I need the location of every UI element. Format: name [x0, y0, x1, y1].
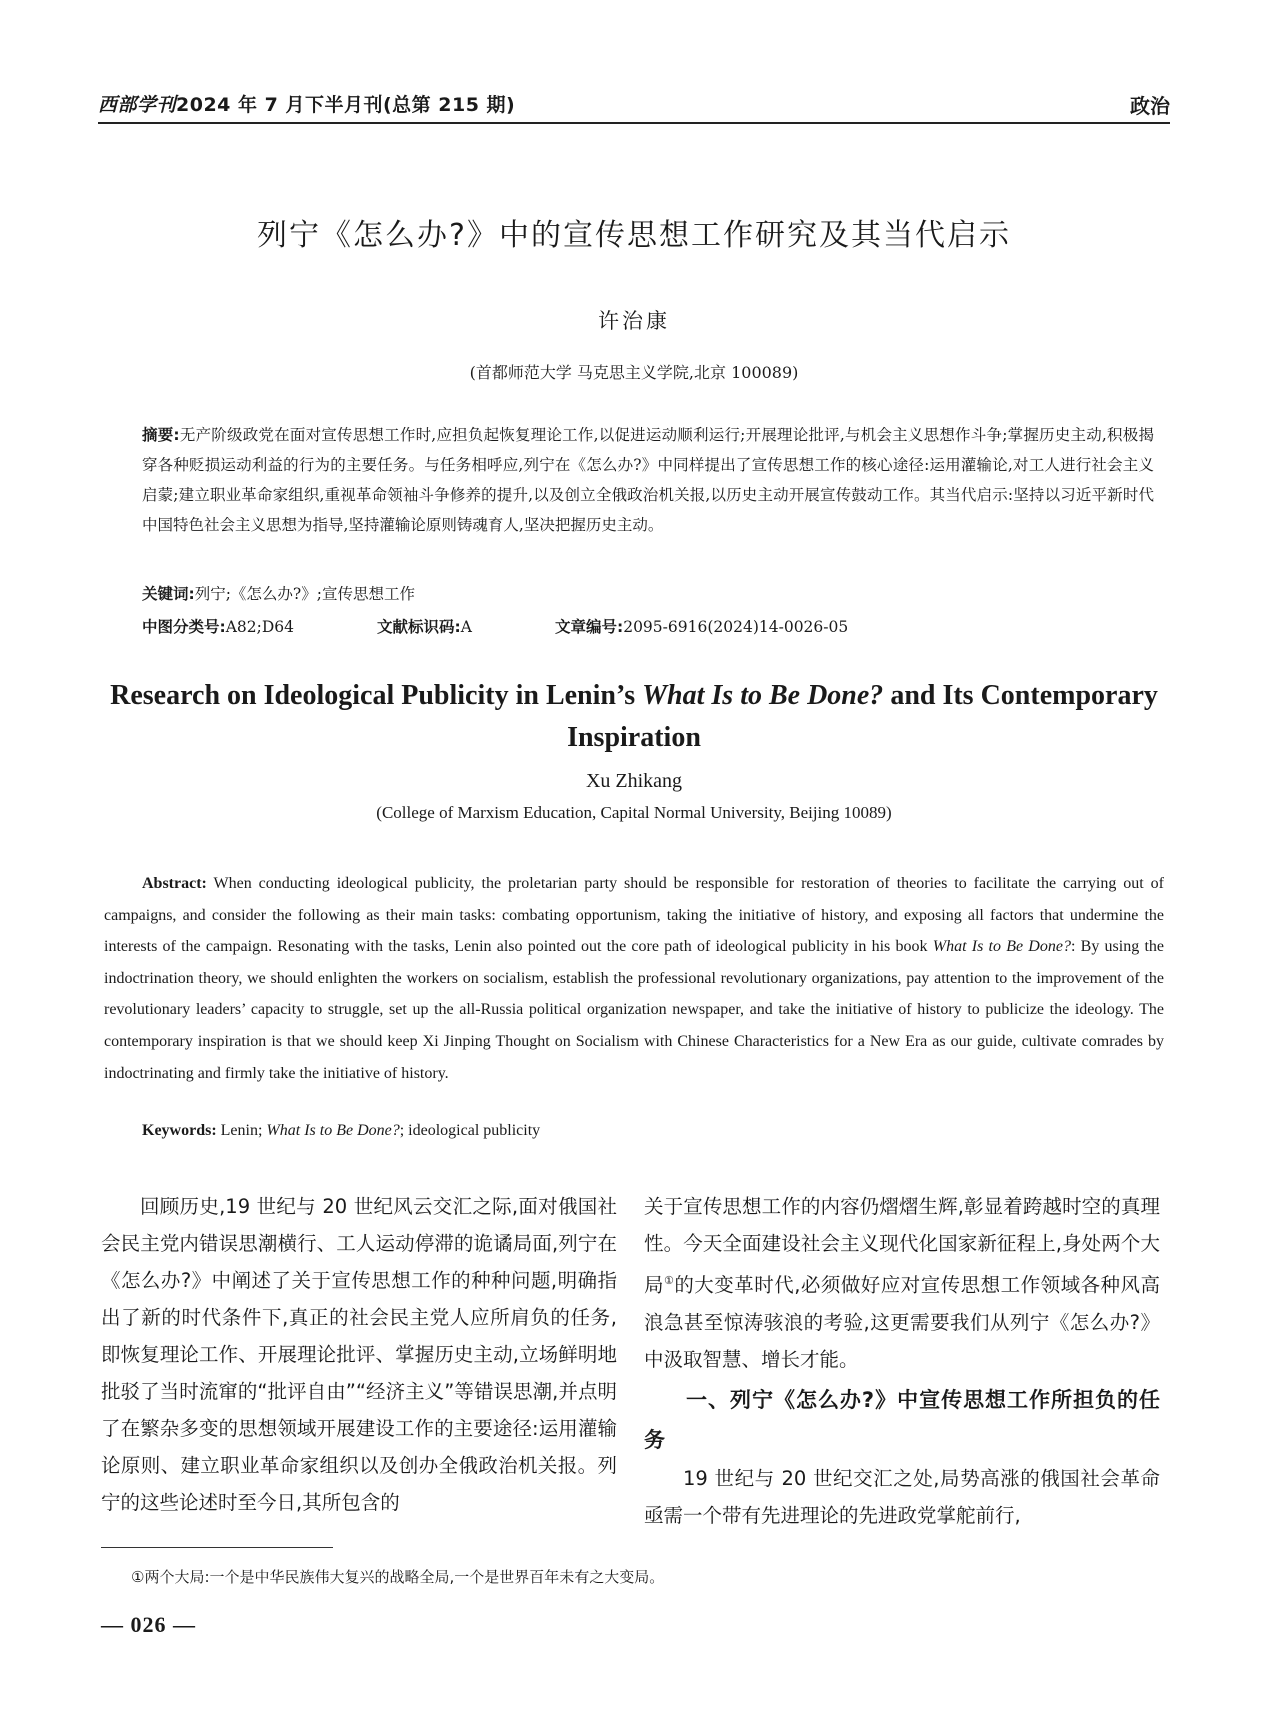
abstract-en-book: What Is to Be Done?: [932, 938, 1071, 956]
footnote-rule: [101, 1547, 333, 1548]
footnote-marker[interactable]: ①: [663, 1274, 675, 1287]
keywords-text: 列宁;《怎么办?》;宣传思想工作: [194, 585, 415, 603]
section-heading: 一、列宁《怎么办?》中宣传思想工作所担负的任务: [644, 1387, 1160, 1452]
title-en-part1: Research on Ideological Publicity in Lenin’s: [110, 680, 643, 711]
title-english: [98, 675, 1170, 759]
affiliation-english: (College of Marxism Education, Capital Normal University, Beijing 10089): [376, 803, 892, 822]
classification-meta: [142, 615, 1154, 637]
abstract-en-text1: When conducting ideological publicity, the proletarian party should be responsible for restoration of theories to facilitate the carrying out of campaigns, and consider the following as their main tasks: combating opportunism, taking the initiative of history, and exposing all factors that undermine the interests of the campaign. Resonating with the tasks, Lenin also pointed out the core path of ideological publicity in his book: [104, 875, 1164, 956]
article-number-value: 2095-6916(2024)14-0026-05: [623, 618, 849, 636]
abstract-en-label: Abstract:: [142, 875, 207, 892]
clc-value: A82;D64: [225, 618, 294, 636]
section-label: 政治: [1130, 94, 1170, 118]
abstract-chinese: [142, 420, 1154, 540]
body-paragraph: 回顾历史,19 世纪与 20 世纪风云交汇之际,面对俄国社会民主党内错误思潮横行、工人运动停滞的诡谲局面,列宁在《怎么办?》中阐述了关于宣传思想工作的种种问题,明确指出了新的时代条件下,真正的社会民主党人应所肩负的任务,即恢复理论工作、开展理论批评、掌握历史主动,立场鲜明地批驳了当时流窜的“批评自由”“经济主义”等错误思潮,并点明了在繁杂多变的思想领域开展建设工作的主要途径:运用灌输论原则、建立职业革命家组织以及创办全俄政治机关报。列宁的这些论述时至今日,其所包含的: [101, 1195, 617, 1514]
body-column-right: [644, 1188, 1160, 1534]
keywords-en-text1: Lenin;: [216, 1122, 267, 1139]
journal-issue: 2024 年 7 月下半月刊(总第 215 期): [176, 94, 516, 116]
doc-code-label: 文献标识码:: [377, 618, 461, 636]
body-paragraph: 19 世纪与 20 世纪交汇之处,局势高涨的俄国社会革命亟需一个带有先进理论的先进政党掌舵前行,: [644, 1466, 1160, 1527]
keywords-english: [142, 1122, 540, 1140]
keywords-en-text2: ; ideological publicity: [399, 1122, 541, 1139]
doc-code-value: A: [460, 618, 472, 636]
author-chinese: 许治康: [598, 309, 670, 333]
abstract-label: 摘要:: [142, 426, 180, 444]
abstract-text: 无产阶级政党在面对宣传思想工作时,应担负起恢复理论工作,以促进运动顺利运行;开展理论批评,与机会主义思想作斗争;掌握历史主动,积极揭穿各种贬损运动利益的行为的主要任务。与任务相呼应,列宁在《怎么办?》中同样提出了宣传思想工作的核心途径:运用灌输论,对工人进行社会主义启蒙;建立职业革命家组织,重视革命领袖斗争修养的提升,以及创立全俄政治机关报,以历史主动开展宣传鼓动工作。其当代启示:坚持以习近平新时代中国特色社会主义思想为指导,坚持灌输论原则铸魂育人,坚决把握历史主动。: [142, 426, 1154, 534]
abstract-english: [104, 868, 1164, 1089]
title-en-part2: and Its Contemporary Inspiration: [567, 680, 1158, 753]
keywords-label: 关键词:: [142, 585, 195, 603]
keywords-en-book: What Is to Be Done?: [266, 1122, 400, 1139]
body-paragraph: [644, 1188, 1160, 1378]
page-number: — 026 —: [101, 1612, 196, 1637]
title-chinese: 列宁《怎么办?》中的宣传思想工作研究及其当代启示: [257, 218, 1011, 253]
journal-name: [98, 90, 515, 117]
abstract-en-text2: : By using the indoctrination theory, we should enlighten the workers on socialism, establish the professional revolutionary organizations, pay attention to the improvement of the revolutionary leaders’ capacity to struggle, set up the all-Russia political organization newspaper, and take the initiative of history to publicize the ideology. The contemporary inspiration is that we should keep Xi Jinping Thought on Socialism with Chinese Characteristics for a New Era as our guide, cultivate comrades by indoctrinating and firmly take the initiative of history.: [104, 938, 1164, 1082]
header-rule: [98, 122, 1170, 124]
running-header: [98, 86, 1170, 124]
title-en-book: What Is to Be Done?: [642, 680, 884, 711]
keywords-chinese: [142, 582, 415, 604]
body-column-left: [101, 1188, 617, 1521]
keywords-en-label: Keywords:: [142, 1122, 217, 1139]
body-text: 关于宣传思想工作的内容仍熠熠生辉,彰显着跨越时空的真理性。今天全面建设社会主义现代化国家新征程上,身处两个大局: [644, 1195, 1160, 1297]
author-english: Xu Zhikang: [585, 770, 683, 792]
article-number-label: 文章编号:: [555, 618, 624, 636]
affiliation-chinese: (首都师范大学 马克思主义学院,北京 100089): [469, 363, 799, 382]
footnote: ①两个大局:一个是中华民族伟大复兴的战略全局,一个是世界百年未有之大变局。: [131, 1568, 665, 1586]
body-text: 的大变革时代,必须做好应对宣传思想工作领域各种风高浪急甚至惊涛骇浪的考验,这更需要我们从列宁《怎么办?》中汲取智慧、增长才能。: [644, 1273, 1160, 1371]
clc-label: 中图分类号:: [142, 618, 226, 636]
journal-logo: 西部学刊: [98, 94, 177, 116]
